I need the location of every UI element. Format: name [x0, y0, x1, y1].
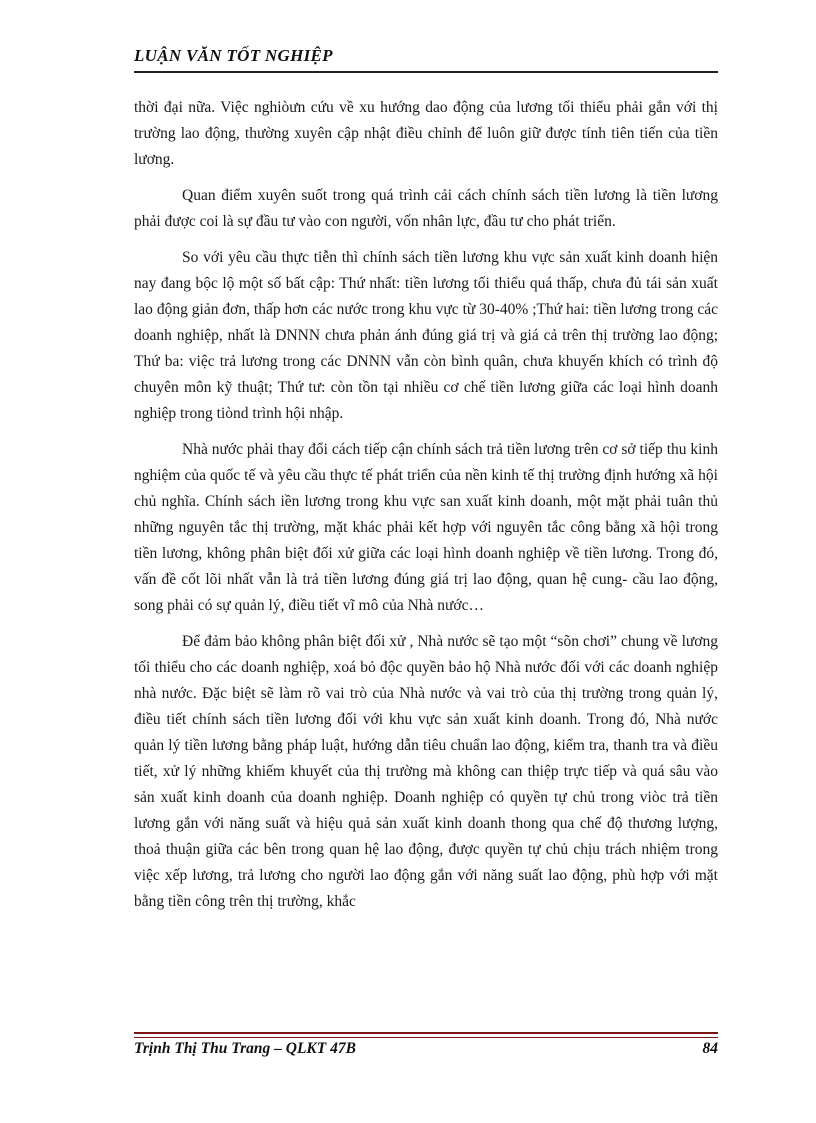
paragraph-5: Để đảm bảo không phân biệt đối xử , Nhà nước sẽ tạo một “sõn chơi” chung về lương tối thiểu cho các doanh nghiệp, xoá bỏ độc quyền bảo hộ Nhà nước đối với các doanh nghiệp nhà nước. Đặc biệt sẽ làm rõ vai trò của Nhà nước và vai trò của thị trường trong quản lý, điều tiết chính sách tiền lương đối với khu vực sản xuất kinh doanh. Trong đó, Nhà nước quản lý tiền lương bằng pháp luật, hướng dẫn tiêu chuẩn lao động, kiểm tra, thanh tra và điều tiết, xử lý những khiếm khuyết của thị trường mà không can thiệp trực tiếp và quá sâu vào sản xuất kinh doanh của doanh nghiệp. Doanh nghiệp có quyền tự chủ trong viòc trả tiền lương gắn với năng suất và hiệu quả sản xuất kinh doanh thong qua chế độ thương lượng, thoả thuận giữa các bên trong quan hệ lao động, được quyền tự chủ chịu trách nhiệm trong việc xếp lương, trả lương cho người lao động gắn với năng suất lao động, phù hợp với mặt bằng tiền công trên thị trường, khắc — [134, 633, 718, 910]
body-text — [134, 95, 718, 915]
paragraph-1: thời đại nữa. Việc nghiòưn cứu về xu hướng dao động của lương tối thiểu phải gắn với thị trường lao động, thường xuyên cập nhật điều chỉnh để luôn giữ được tính tiên tiến của tiền lương. — [134, 99, 718, 168]
paragraph-3: So với yêu cầu thực tiễn thì chính sách tiền lương khu vực sản xuất kinh doanh hiện nay đang bộc lộ một số bất cập: Thứ nhất: tiền lương tối thiểu quá thấp, chưa đủ tái sản xuất lao động giản đơn, thấp hơn các nước trong khu vực từ 30-40% ;Thứ hai: tiền lương trong các doanh nghiệp, nhất là DNNN chưa phản ánh đúng giá trị và giá cả trên thị trường lao động; Thứ ba: việc trả lương trong các DNNN vẫn còn bình quân, chưa khuyến khích có trình độ chuyên môn kỹ thuật; Thứ tư: còn tồn tại nhiều cơ chế tiền lương giữa các loại hình doanh nghiệp trong tiònd trình hội nhập. — [134, 249, 718, 422]
paragraph-4: Nhà nước phải thay đổi cách tiếp cận chính sách trả tiền lương trên cơ sở tiếp thu kinh nghiệm của quốc tế và yêu cầu thực tế phát triển của nền kinh tế thị trường định hướng xã hội chủ nghĩa. Chính sách iền lương trong khu vực san xuất kinh doanh, một mặt phải tuân thủ những nguyên tắc thị trường, mặt khác phải kết hợp với nguyên tắc công bằng xã hội trong tiền lương, không phân biệt đối xử giữa các loại hình doanh nghiệp về tiền lương. Trong đó, vấn đề cốt lõi nhất vẫn là trả tiền lương đúng giá trị lao động, quan hệ cung- cầu lao động, song phải có sự quản lý, điều tiết vĩ mô của Nhà nước… — [134, 441, 718, 614]
footer-author: Trịnh Thị Thu Trang – QLKT 47B — [134, 1040, 356, 1057]
paragraph-2: Quan điểm xuyên suốt trong quá trình cải cách chính sách tiền lương là tiền lương phải được coi là sự đầu tư vào con người, vốn nhân lực, đầu tư cho phát triển. — [134, 187, 718, 230]
header-rule — [134, 71, 718, 73]
page-number: 84 — [702, 1040, 718, 1057]
header-title: LUẬN VĂN TỐT NGHIỆP — [134, 46, 333, 65]
